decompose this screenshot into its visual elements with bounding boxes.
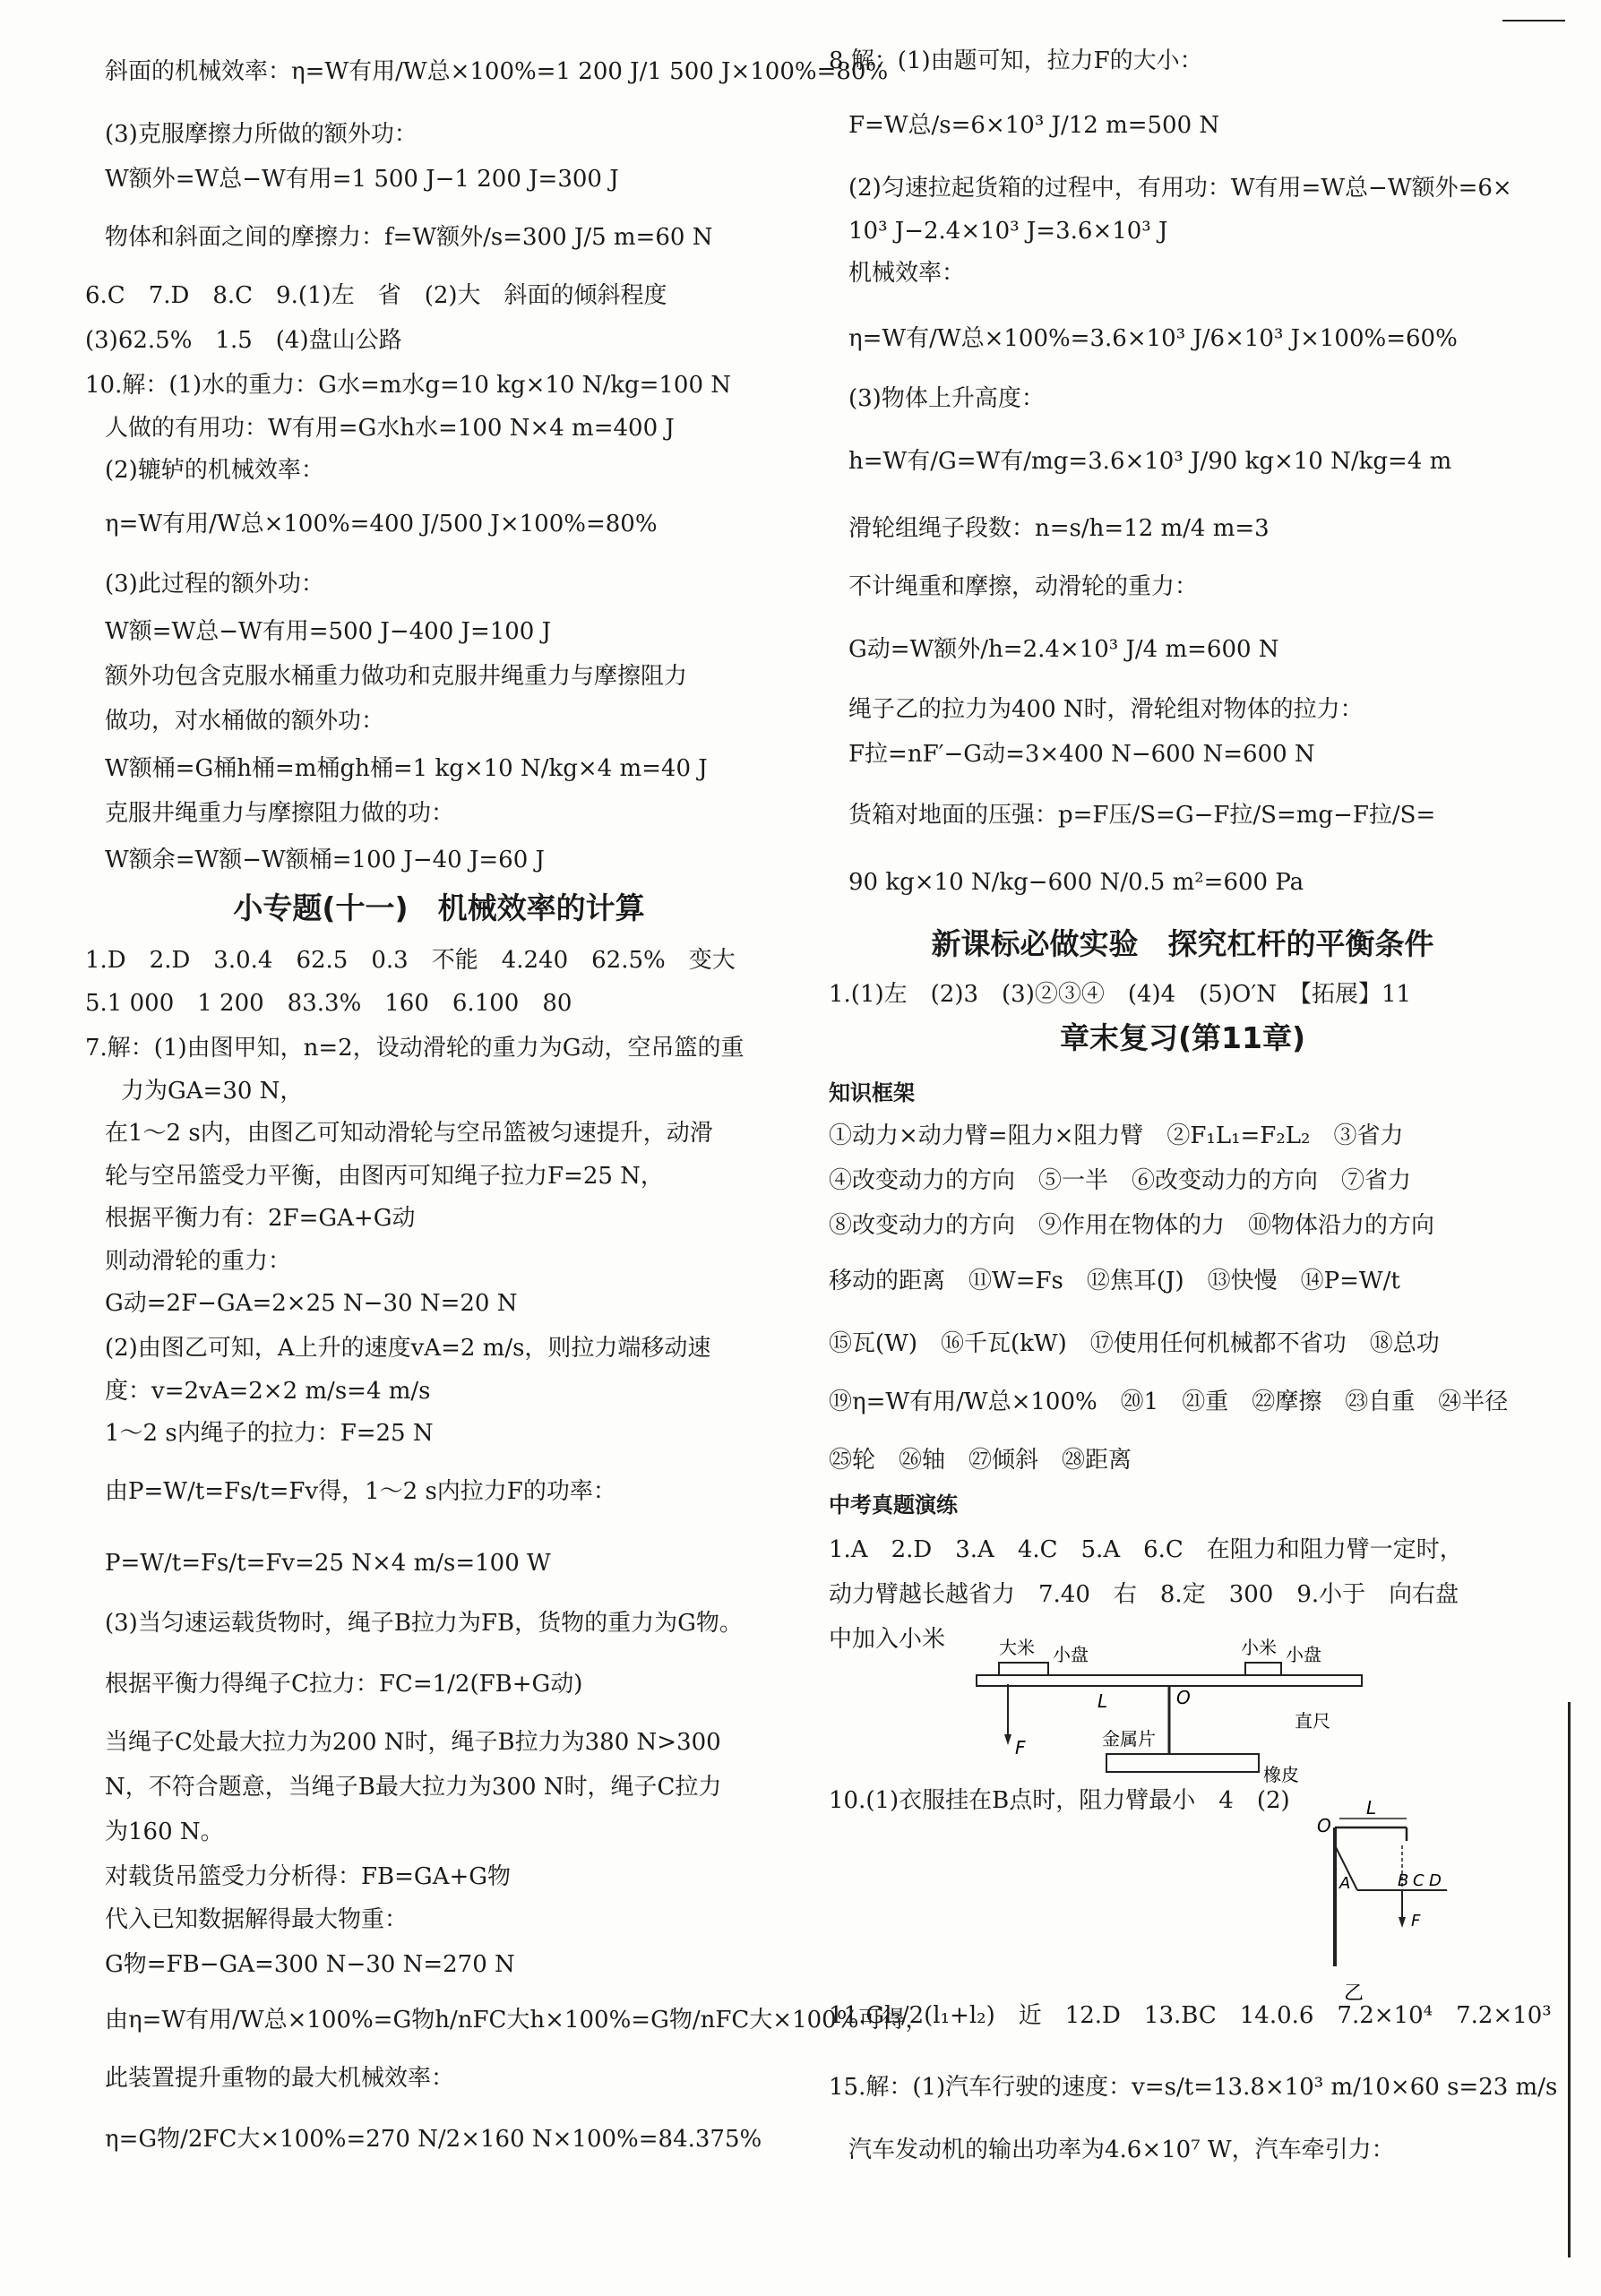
- right-line: η=W有/W总×100%=3.6×10³ J/6×10³ J×100%=60%: [848, 325, 1458, 352]
- right-line: 新课标必做实验 探究杠杆的平衡条件: [931, 926, 1434, 961]
- left-line: 额外功包含克服水桶重力做功和克服井绳重力与摩擦阻力: [105, 663, 688, 690]
- left-line: W额=W总−W有用=500 J−400 J=100 J: [105, 618, 552, 645]
- right-line: F拉=nF′−G动=3×400 N−600 N=600 N: [848, 741, 1315, 768]
- right-line: 8.解：(1)由题可知，拉力F的大小：: [829, 47, 1203, 74]
- left-line: (3)此过程的额外功：: [105, 571, 324, 598]
- left-line: 由P=W/t=Fs/t=Fv得，1～2 s内拉力F的功率：: [105, 1478, 616, 1505]
- left-line: 度：v=2vA=2×2 m/s=4 m/s: [105, 1378, 431, 1405]
- left-line: (3)62.5% 1.5 (4)盘山公路: [85, 327, 402, 354]
- right-line: ⑲η=W有用/W总×100% ⑳1 ㉑重 ㉒摩擦 ㉓自重 ㉔半径: [829, 1389, 1509, 1415]
- right-line: 10³ J−2.4×10³ J=3.6×10³ J: [848, 218, 1168, 245]
- left-line: 力为GA=30 N，: [121, 1078, 304, 1105]
- fig2-L: L: [1366, 1797, 1377, 1819]
- right-line: 不计绳重和摩擦，动滑轮的重力：: [848, 573, 1199, 600]
- left-line: 代入已知数据解得最大物重：: [105, 1906, 409, 1933]
- right-line: h=W有/G=W有/mg=3.6×10³ J/90 kg×10 N/kg=4 m: [848, 448, 1452, 475]
- right-line: 中加入小米: [829, 1626, 946, 1653]
- right-line: 汽车发动机的输出功率为4.6×10⁷ W，汽车牵引力：: [848, 2137, 1395, 2163]
- left-line: 轮与空吊篮受力平衡，由图丙可知绳子拉力F=25 N，: [105, 1163, 664, 1190]
- left-line: 此装置提升重物的最大机械效率：: [105, 2065, 455, 2092]
- right-edge-rule: [1568, 1702, 1571, 2257]
- fig1-O: O: [1176, 1687, 1191, 1708]
- left-line: G物=FB−GA=300 N−30 N=270 N: [105, 1951, 515, 1978]
- right-line: 章末复习(第11章): [1059, 1020, 1306, 1055]
- left-line: 在1～2 s内，由图乙可知动滑轮与空吊篮被匀速提升，动滑: [105, 1120, 713, 1147]
- fig2-C: C: [1413, 1871, 1425, 1890]
- left-line: 物体和斜面之间的摩擦力：f=W额外/s=300 J/5 m=60 N: [105, 224, 713, 251]
- hanger-figure: [1277, 1792, 1492, 2007]
- left-line: 1.D 2.D 3.0.4 62.5 0.3 不能 4.240 62.5% 变大: [85, 947, 736, 974]
- left-line: η=W有用/W总×100%=400 J/500 J×100%=80%: [105, 511, 658, 537]
- fig2-B: B: [1398, 1871, 1409, 1890]
- right-line: 移动的距离 ⑪W=Fs ⑫焦耳(J) ⑬快慢 ⑭P=W/t: [829, 1268, 1400, 1294]
- right-line: 1.(1)左 (2)3 (3)②③④ (4)4 (5)O′N 【拓展】11: [829, 981, 1412, 1008]
- right-line: ㉕轮 ㉖轴 ㉗倾斜 ㉘距离: [829, 1447, 1132, 1474]
- fig1-dami: 大米: [999, 1637, 1035, 1658]
- right-line: 90 kg×10 N/kg−600 N/0.5 m²=600 Pa: [848, 869, 1304, 896]
- fig1-xiangpi: 橡皮: [1263, 1764, 1299, 1785]
- right-line: 15.解：(1)汽车行驶的速度：v=s/t=13.8×10³ m/10×60 s=23 m/s: [829, 2074, 1558, 2101]
- left-line: 6.C 7.D 8.C 9.(1)左 省 (2)大 斜面的倾斜程度: [85, 282, 667, 309]
- right-line: 绳子乙的拉力为400 N时，滑轮组对物体的拉力：: [848, 696, 1364, 723]
- left-line: 克服井绳重力与摩擦阻力做的功：: [105, 800, 455, 827]
- left-line: 斜面的机械效率：η=W有用/W总×100%=1 200 J/1 500 J×100%=80%: [105, 58, 889, 85]
- right-line: 动力臂越长越省力 7.40 右 8.定 300 9.小于 向右盘: [829, 1581, 1459, 1608]
- left-line: (3)克服摩擦力所做的额外功：: [105, 121, 417, 148]
- left-line: 为160 N。: [105, 1819, 224, 1845]
- fig1-F: F: [1015, 1737, 1026, 1759]
- left-line: 5.1 000 1 200 83.3% 160 6.100 80: [85, 990, 572, 1017]
- left-line: 根据平衡力有：2F=GA+G动: [105, 1205, 416, 1232]
- fig2-D: D: [1429, 1871, 1442, 1890]
- right-line: 知识框架: [829, 1080, 915, 1105]
- fig2-F: F: [1411, 1912, 1421, 1931]
- left-line: (3)当匀速运载货物时，绳子B拉力为FB，货物的重力为G物。: [105, 1610, 743, 1637]
- fig2-yi: 乙: [1344, 1982, 1364, 2005]
- left-line: (2)辘轳的机械效率：: [105, 457, 324, 484]
- left-line: 对载货吊篮受力分析得：FB=GA+G物: [105, 1863, 512, 1890]
- right-line: ⑮瓦(W) ⑯千瓦(kW) ⑰使用任何机械都不省功 ⑱总功: [829, 1330, 1440, 1357]
- right-line: 1.A 2.D 3.A 4.C 5.A 6.C 在阻力和阻力臂一定时，: [829, 1536, 1463, 1563]
- right-line: 10.(1)衣服挂在B点时，阻力臂最小 4 (2): [829, 1787, 1290, 1814]
- left-line: 1～2 s内绳子的拉力：F=25 N: [105, 1420, 434, 1447]
- left-line: 7.解：(1)由图甲知，n=2，设动滑轮的重力为G动，空吊篮的重: [85, 1035, 745, 1062]
- right-line: (2)匀速拉起货箱的过程中，有用功：W有用=W总−W额外=6×: [848, 175, 1512, 202]
- balance-figure: [972, 1629, 1375, 1790]
- fig1-zhichi: 直尺: [1295, 1710, 1330, 1732]
- left-line: 10.解：(1)水的重力：G水=m水g=10 kg×10 N/kg=100 N: [85, 372, 732, 399]
- left-line: 做功，对水桶做的额外功：: [105, 708, 385, 735]
- left-line: W额余=W额−W额桶=100 J−40 J=60 J: [105, 847, 545, 873]
- left-line: 由η=W有用/W总×100%=G物h/nFC大h×100%=G物/nFC大×100%可得，: [105, 2007, 929, 2034]
- right-line: 货箱对地面的压强：p=F压/S=G−F拉/S=mg−F拉/S=: [848, 802, 1436, 829]
- right-line: ④改变动力的方向 ⑤一半 ⑥改变动力的方向 ⑦省力: [829, 1167, 1412, 1194]
- left-line: P=W/t=Fs/t=Fv=25 N×4 m/s=100 W: [105, 1550, 551, 1577]
- left-line: W额桶=G桶h桶=m桶gh桶=1 kg×10 N/kg×4 m=40 J: [105, 755, 708, 782]
- left-line: G动=2F−GA=2×25 N−30 N=20 N: [105, 1290, 518, 1317]
- left-line: 则动滑轮的重力：: [105, 1248, 292, 1275]
- left-line: 人做的有用功：W有用=G水h水=100 N×4 m=400 J: [105, 415, 675, 442]
- right-line: ⑧改变动力的方向 ⑨作用在物体的力 ⑩物体沿力的方向: [829, 1212, 1435, 1239]
- fig1-jinshupian: 金属片: [1102, 1728, 1156, 1750]
- right-line: 中考真题演练: [829, 1492, 958, 1518]
- fig1-xiaomi: 小米: [1241, 1637, 1277, 1658]
- right-line: (3)物体上升高度：: [848, 385, 1045, 412]
- fig2-A: A: [1339, 1874, 1351, 1893]
- left-line: η=G物/2FC大×100%=270 N/2×160 N×100%=84.375%: [105, 2126, 762, 2153]
- left-line: N，不符合题意，当绳子B最大拉力为300 N时，绳子C拉力: [105, 1774, 722, 1801]
- fig2-O: O: [1317, 1815, 1331, 1836]
- left-line: (2)由图乙可知，A上升的速度vA=2 m/s，则拉力端移动速: [105, 1335, 711, 1362]
- left-line: 小专题(十一) 机械效率的计算: [233, 890, 645, 925]
- right-line: F=W总/s=6×10³ J/12 m=500 N: [848, 112, 1220, 139]
- left-line: 根据平衡力得绳子C拉力：FC=1/2(FB+G动): [105, 1671, 583, 1698]
- right-line: ①动力×动力臂=阻力×阻力臂 ②F₁L₁=F₂L₂ ③省力: [829, 1122, 1404, 1149]
- fig1-xiaopan2: 小盘: [1286, 1644, 1321, 1665]
- fig1-L: L: [1097, 1690, 1108, 1712]
- left-line: W额外=W总−W有用=1 500 J−1 200 J=300 J: [105, 166, 619, 193]
- fig1-xiaopan1: 小盘: [1053, 1644, 1089, 1665]
- right-line: 11.Gl₃/2(l₁+l₂) 近 12.D 13.BC 14.0.6 7.2×10⁴ 7.2×10³: [829, 2002, 1552, 2029]
- right-line: 滑轮组绳子段数：n=s/h=12 m/4 m=3: [848, 515, 1270, 542]
- left-line: 当绳子C处最大拉力为200 N时，绳子B拉力为380 N>300: [105, 1729, 721, 1756]
- right-line: 机械效率：: [848, 260, 966, 287]
- right-line: G动=W额外/h=2.4×10³ J/4 m=600 N: [848, 636, 1279, 663]
